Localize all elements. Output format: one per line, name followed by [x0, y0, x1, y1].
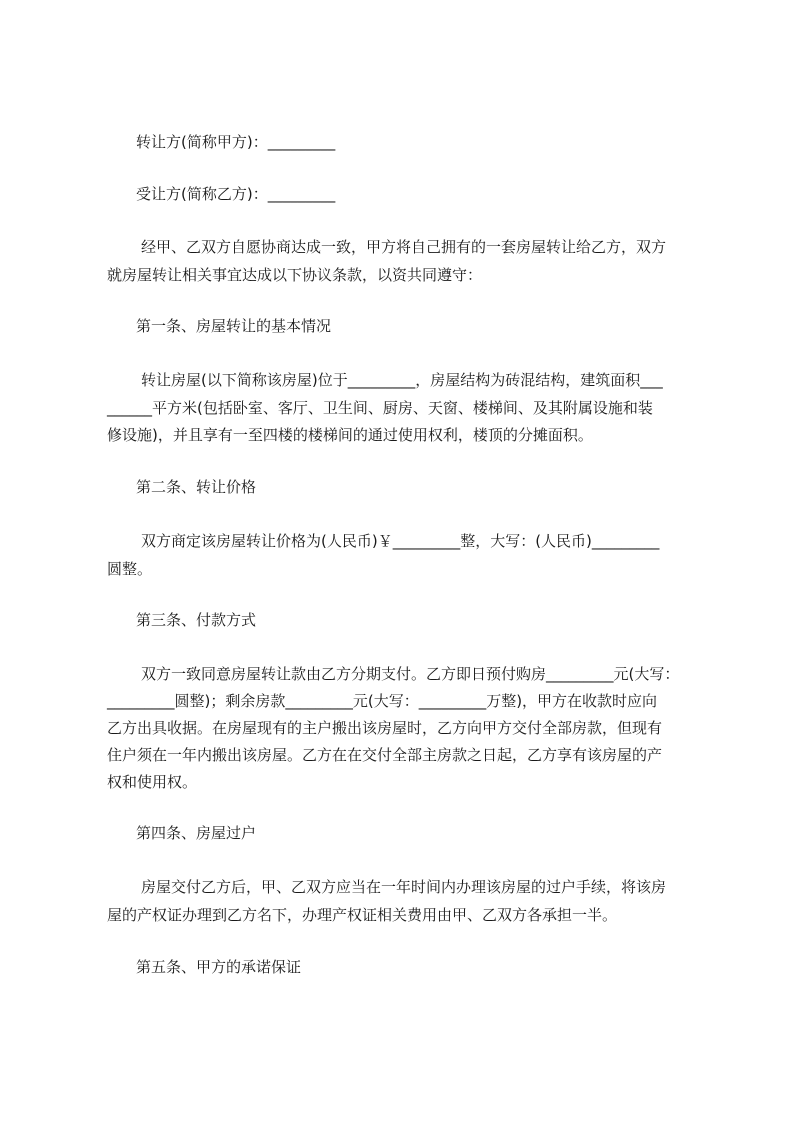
article-heading: 第五条、甲方的承诺保证: [136, 958, 302, 976]
article-text: 屋的产权证办理到乙方名下，办理产权证相关费用由甲、乙双方各承担一半。: [107, 906, 618, 924]
article-heading: 第三条、付款方式: [136, 611, 257, 629]
article-text: 双方一致同意房屋转让款由乙方分期支付。乙方即日预付购房_________元(大写：: [141, 665, 680, 683]
article-text: 修设施)，并且享有一至四楼的楼梯间的通过使用权利，楼顶的分摊面积。: [107, 426, 593, 444]
article-text: 圆整。: [107, 560, 153, 578]
article-text: 房屋交付乙方后，甲、乙双方应当在一年时间内办理该房屋的过户手续，将该房: [141, 878, 667, 896]
article-text: _________圆整)；剩余房款_________元(大写：_________万整)，甲方在收款时应向: [107, 692, 658, 710]
party-a-text: 转让方(简称甲方)：_________: [136, 133, 336, 151]
article-heading: 第四条、房屋过户: [136, 824, 257, 842]
intro-text: 就房屋转让相关事宜达成以下协议条款，以资共同遵守：: [107, 266, 483, 284]
article-text: 住户须在一年内搬出该房屋。乙方在在交付全部主房款之日起，乙方享有该房屋的产: [107, 746, 663, 764]
article-text: 乙方出具收据。在房屋现有的主户搬出该房屋时，乙方向甲方交付全部房款，但现有: [107, 719, 663, 737]
intro-text: 经甲、乙双方自愿协商达成一致，甲方将自己拥有的一套房屋转让给乙方，双方: [141, 238, 667, 256]
article-text: 转让房屋(以下简称该房屋)位于_________，房屋结构为砖混结构，建筑面积___: [141, 371, 663, 389]
party-b-text: 受让方(简称乙方)：_________: [136, 185, 336, 203]
article-heading: 第二条、转让价格: [136, 478, 257, 496]
article-text: 双方商定该房屋转让价格为(人民币)￥_________整，大写：(人民币)_________: [141, 532, 660, 550]
article-heading: 第一条、房屋转让的基本情况: [136, 317, 332, 335]
article-text: 权和使用权。: [107, 773, 198, 791]
article-text: ______平方米(包括卧室、客厅、卫生间、厨房、天窗、楼梯间、及其附属设施和装: [107, 399, 653, 417]
